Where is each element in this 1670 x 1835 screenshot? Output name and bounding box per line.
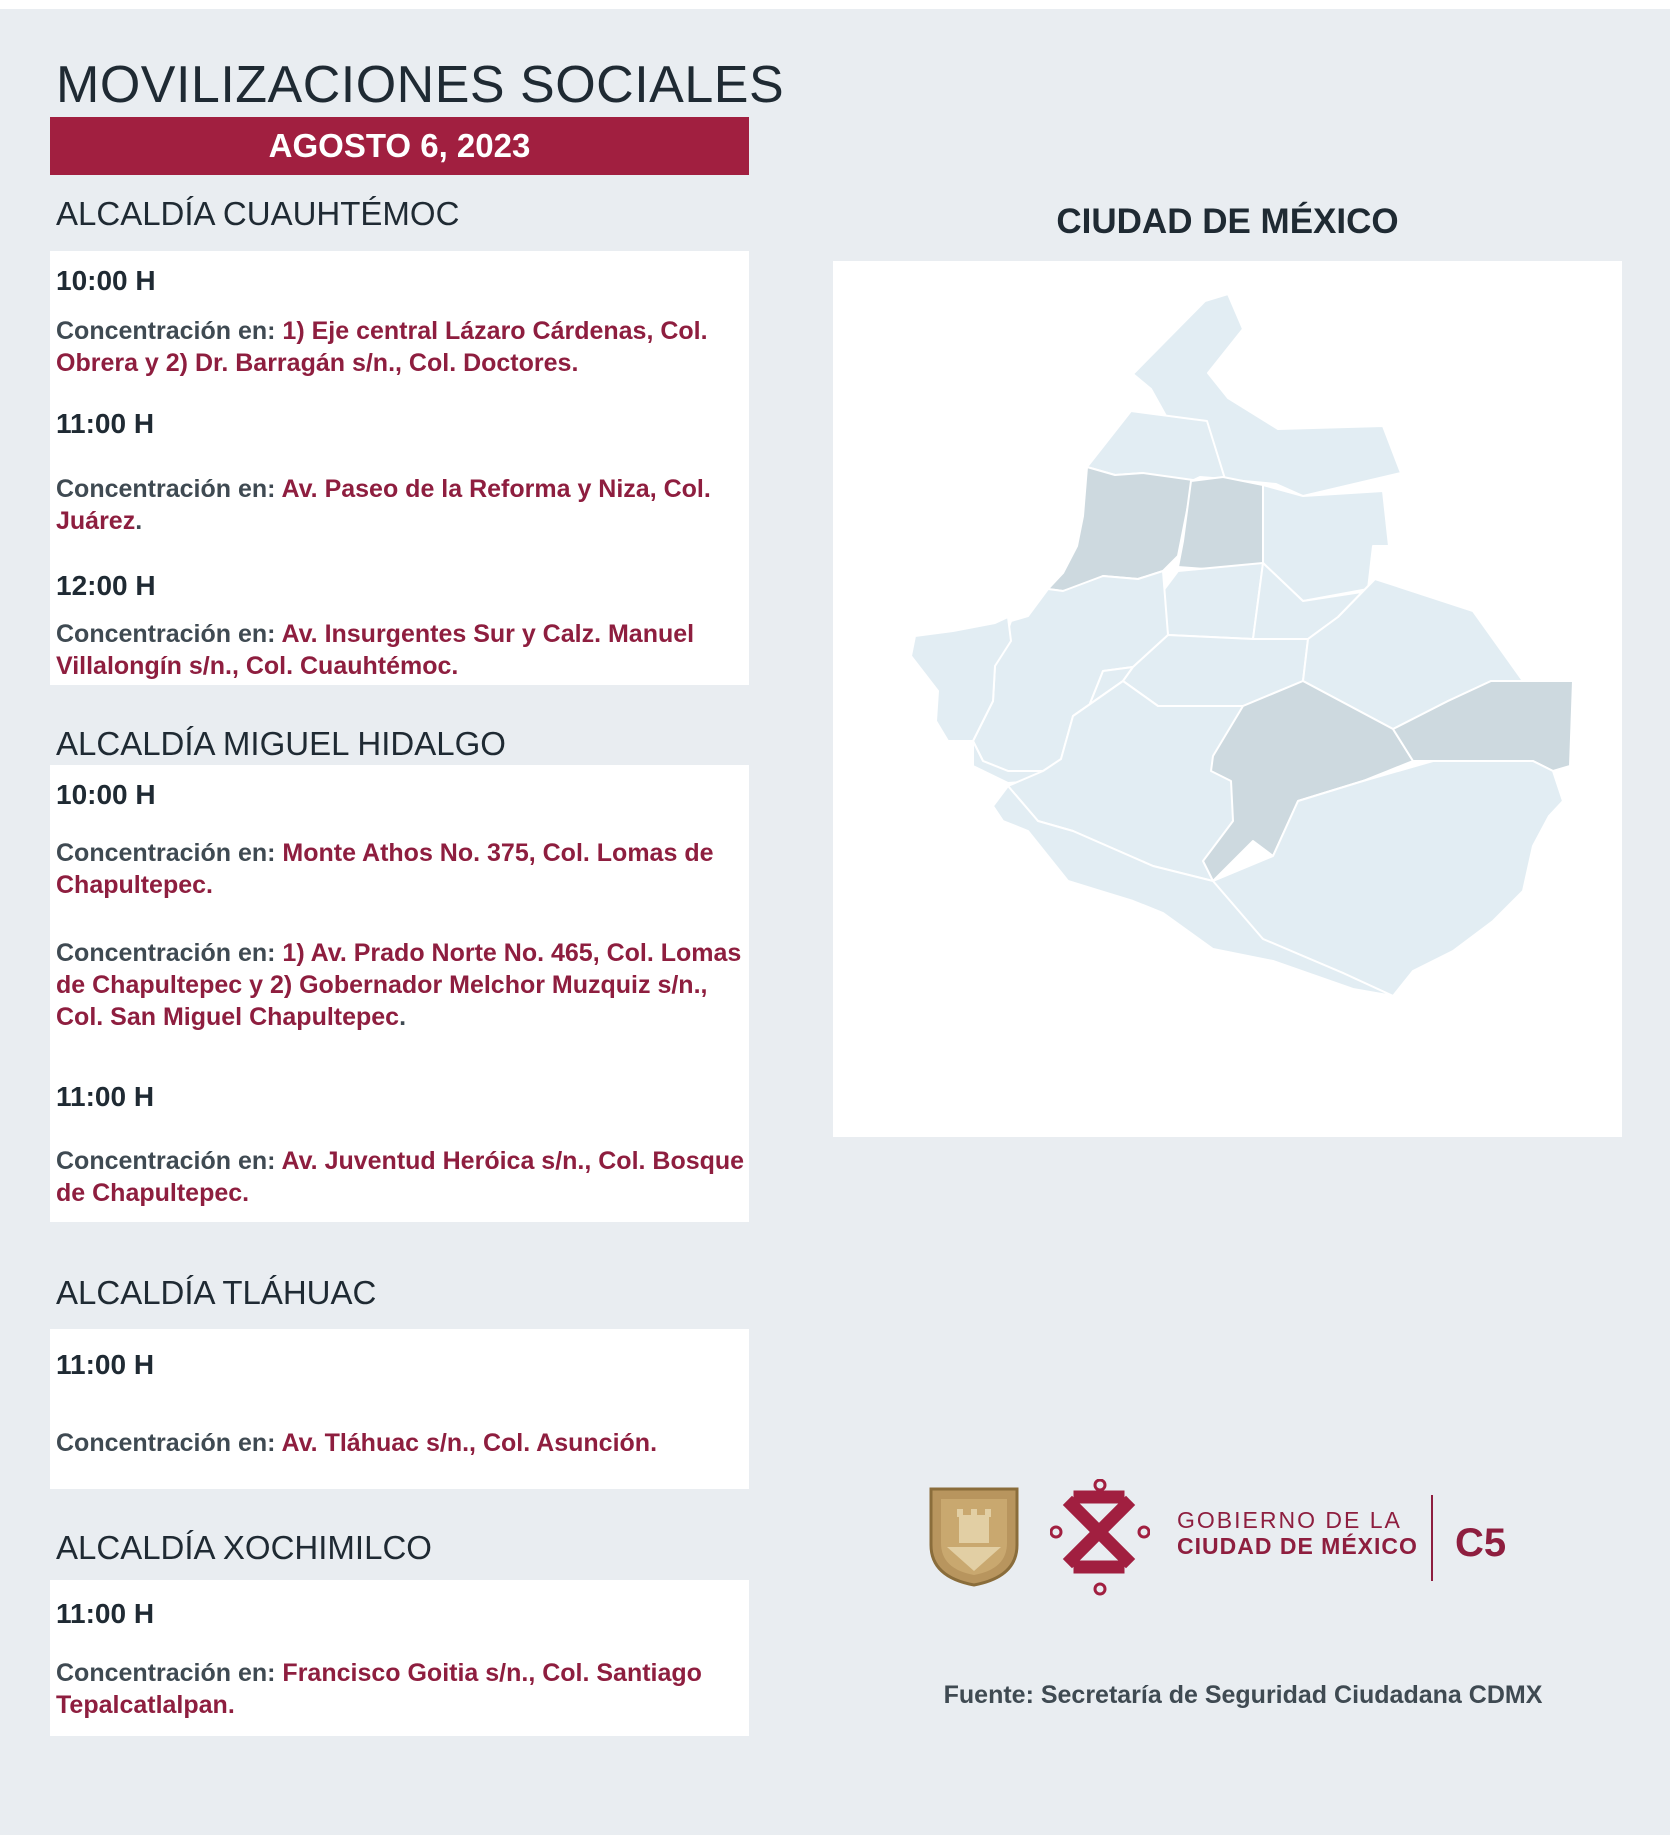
event-label: Concentración en: [56, 1429, 282, 1457]
event-label: Concentración en: [56, 939, 283, 967]
event-label: Concentración en: [56, 1659, 283, 1687]
event-suffix: . [399, 1003, 407, 1031]
page [0, 9, 1670, 1835]
event-address: Av. Insurgentes Sur y Calz. Manuel Villalongín s/n., Col. Cuauhtémoc. [56, 620, 695, 680]
map-region-cuauhtemoc [1178, 477, 1265, 569]
gov-logo-line2: CIUDAD DE MÉXICO [1177, 1533, 1418, 1559]
event-label: Concentración en: [56, 317, 283, 345]
event-address: Av. Paseo de la Reforma y Niza, Col. Juárez [56, 475, 711, 535]
event-address: Av. Juventud Heróica s/n., Col. Bosque de Chapultepec. [56, 1147, 745, 1207]
source-note: Fuente: Secretaría de Seguridad Ciudadana CDMX [943, 1681, 1543, 1709]
alcaldia-card-miguel-hidalgo [50, 765, 749, 1222]
event-description [56, 937, 746, 1033]
event-time: 10:00 H [56, 779, 156, 810]
event-time: 11:00 H [56, 1598, 155, 1629]
date-banner [50, 117, 749, 175]
alcaldia-title-xochimilco: ALCALDÍA XOCHIMILCO [56, 1529, 432, 1566]
c5-logo: C5 [1455, 1521, 1507, 1565]
gov-logo-line1: GOBIERNO DE LA [1177, 1507, 1402, 1533]
logos [925, 1475, 1545, 1605]
cdmx-map [833, 261, 1622, 1137]
event-suffix: . [135, 507, 143, 535]
map-region-benito-juarez [1163, 563, 1263, 639]
event-address: Monte Athos No. 375, Col. Lomas de Chapultepec. [56, 839, 714, 899]
event-label: Concentración en: [56, 475, 282, 503]
event-time: 10:00 H [56, 265, 156, 296]
alcaldia-title-miguel-hidalgo: ALCALDÍA MIGUEL HIDALGO [56, 725, 506, 762]
alcaldia-card-xochimilco [50, 1580, 749, 1736]
event-description [56, 837, 746, 901]
date-label: AGOSTO 6, 2023 [268, 127, 531, 164]
event-label: Concentración en: [56, 620, 282, 648]
logo-divider [1431, 1495, 1433, 1581]
event-description [56, 315, 746, 379]
cdmx-map-svg [833, 261, 1622, 1137]
event-description [56, 618, 746, 682]
event-time: 12:00 H [56, 570, 156, 601]
event-address: Av. Tláhuac s/n., Col. Asunción. [281, 1429, 658, 1457]
alcaldia-title-tlahuac: ALCALDÍA TLÁHUAC [56, 1274, 377, 1311]
event-label: Concentración en: [56, 1147, 282, 1175]
alcaldia-title-cuauhtemoc: ALCALDÍA CUAUHTÉMOC [56, 195, 460, 232]
alcaldia-card-cuauhtemoc [50, 251, 749, 685]
event-address: 1) Av. Prado Norte No. 465, Col. Lomas de Chapultepec y 2) Gobernador Melchor Muzquiz s/n., Col. San Miguel Chapultepec [56, 939, 742, 1031]
event-address: 1) Eje central Lázaro Cárdenas, Col. Obrera y 2) Dr. Barragán s/n., Col. Doctores. [56, 317, 708, 377]
event-description [56, 473, 746, 537]
event-time: 11:00 H [56, 408, 155, 439]
map-title: CIUDAD DE MÉXICO [1056, 202, 1399, 241]
event-description [56, 1145, 746, 1209]
alcaldia-card-tlahuac [50, 1329, 749, 1489]
event-address: Francisco Goitia s/n., Col. Santiago Tepalcatlalpan. [56, 1659, 702, 1719]
cdmx-emblem-icon [1050, 1479, 1150, 1597]
event-description [56, 1427, 746, 1459]
event-time: 11:00 H [56, 1349, 155, 1380]
event-label: Concentración en: [56, 839, 283, 867]
page-title: MOVILIZACIONES SOCIALES [56, 56, 785, 114]
event-time: 11:00 H [56, 1081, 155, 1112]
cdmx-shield-icon [927, 1485, 1021, 1589]
event-description [56, 1657, 746, 1721]
map-region-miguel-hidalgo [1048, 467, 1193, 591]
